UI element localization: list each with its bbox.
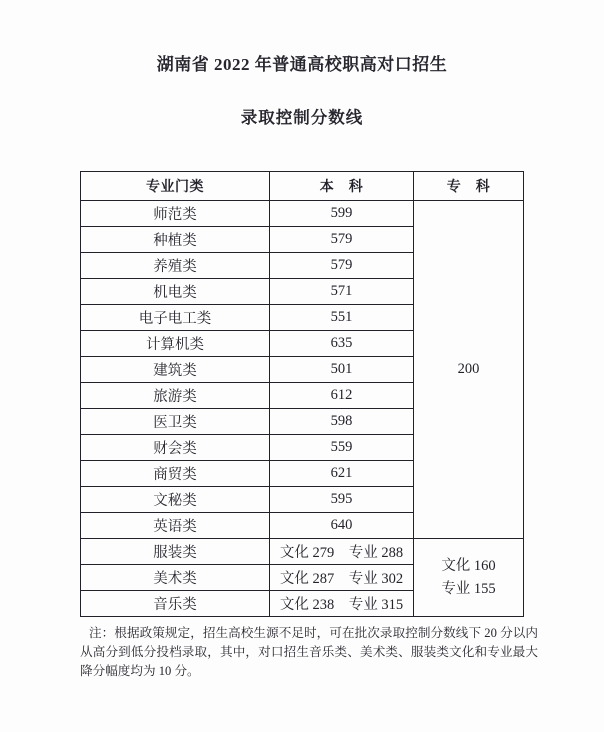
benke-score-cell: 599 xyxy=(270,201,414,227)
table-row xyxy=(81,539,524,565)
benke-score-cell: 621 xyxy=(270,461,414,487)
benke-score-cell: 501 xyxy=(270,357,414,383)
zhuanke-zhuanye-score: 专业 155 xyxy=(441,580,496,597)
benke-score-cell: 595 xyxy=(270,487,414,513)
benke-score-cell: 文化 279 专业 288 xyxy=(270,539,414,565)
column-header-benke: 本 科 xyxy=(270,172,414,201)
column-header-zhuanke: 专 科 xyxy=(414,172,524,201)
benke-score-cell: 文化 287 专业 302 xyxy=(270,565,414,591)
category-cell: 计算机类 xyxy=(81,331,270,357)
category-cell: 音乐类 xyxy=(81,591,270,617)
category-cell: 建筑类 xyxy=(81,357,270,383)
zhuanke-merged-score-cell: 200 xyxy=(414,201,524,539)
category-cell: 电子电工类 xyxy=(81,305,270,331)
category-cell: 文秘类 xyxy=(81,487,270,513)
scores-table xyxy=(80,171,524,617)
benke-score-cell: 579 xyxy=(270,253,414,279)
category-cell: 机电类 xyxy=(81,279,270,305)
benke-score-cell: 598 xyxy=(270,409,414,435)
page-title: 湖南省 2022 年普通高校职高对口招生 xyxy=(156,55,448,74)
page-subtitle: 录取控制分数线 xyxy=(240,108,364,127)
table-header-row xyxy=(81,172,524,201)
category-cell: 种植类 xyxy=(81,227,270,253)
benke-score-cell: 571 xyxy=(270,279,414,305)
benke-score-cell: 文化 238 专业 315 xyxy=(270,591,414,617)
category-cell: 服装类 xyxy=(81,539,270,565)
category-cell: 医卫类 xyxy=(81,409,270,435)
benke-score-cell: 579 xyxy=(270,227,414,253)
zhuanke-wenhua-score: 文化 160 xyxy=(441,558,496,575)
benke-score-cell: 640 xyxy=(270,513,414,539)
category-cell: 商贸类 xyxy=(81,461,270,487)
benke-score-cell: 559 xyxy=(270,435,414,461)
category-cell: 养殖类 xyxy=(81,253,270,279)
category-cell: 旅游类 xyxy=(81,383,270,409)
category-cell: 财会类 xyxy=(81,435,270,461)
category-cell: 师范类 xyxy=(81,201,270,227)
benke-score-cell: 551 xyxy=(270,305,414,331)
benke-score-cell: 612 xyxy=(270,383,414,409)
column-header-category: 专业门类 xyxy=(81,172,270,201)
table-row xyxy=(81,201,524,227)
category-cell: 美术类 xyxy=(81,565,270,591)
policy-footnote: 注：根据政策规定，招生高校生源不足时，可在批次录取控制分数线下 20 分以内从高分到低分投档录取，其中，对口招生音乐类、美术类、服装类文化和专业最大降分幅度均为 10 分。 xyxy=(80,626,538,678)
category-cell: 英语类 xyxy=(81,513,270,539)
zhuanke-special-merged-cell xyxy=(414,539,524,617)
benke-score-cell: 635 xyxy=(270,331,414,357)
